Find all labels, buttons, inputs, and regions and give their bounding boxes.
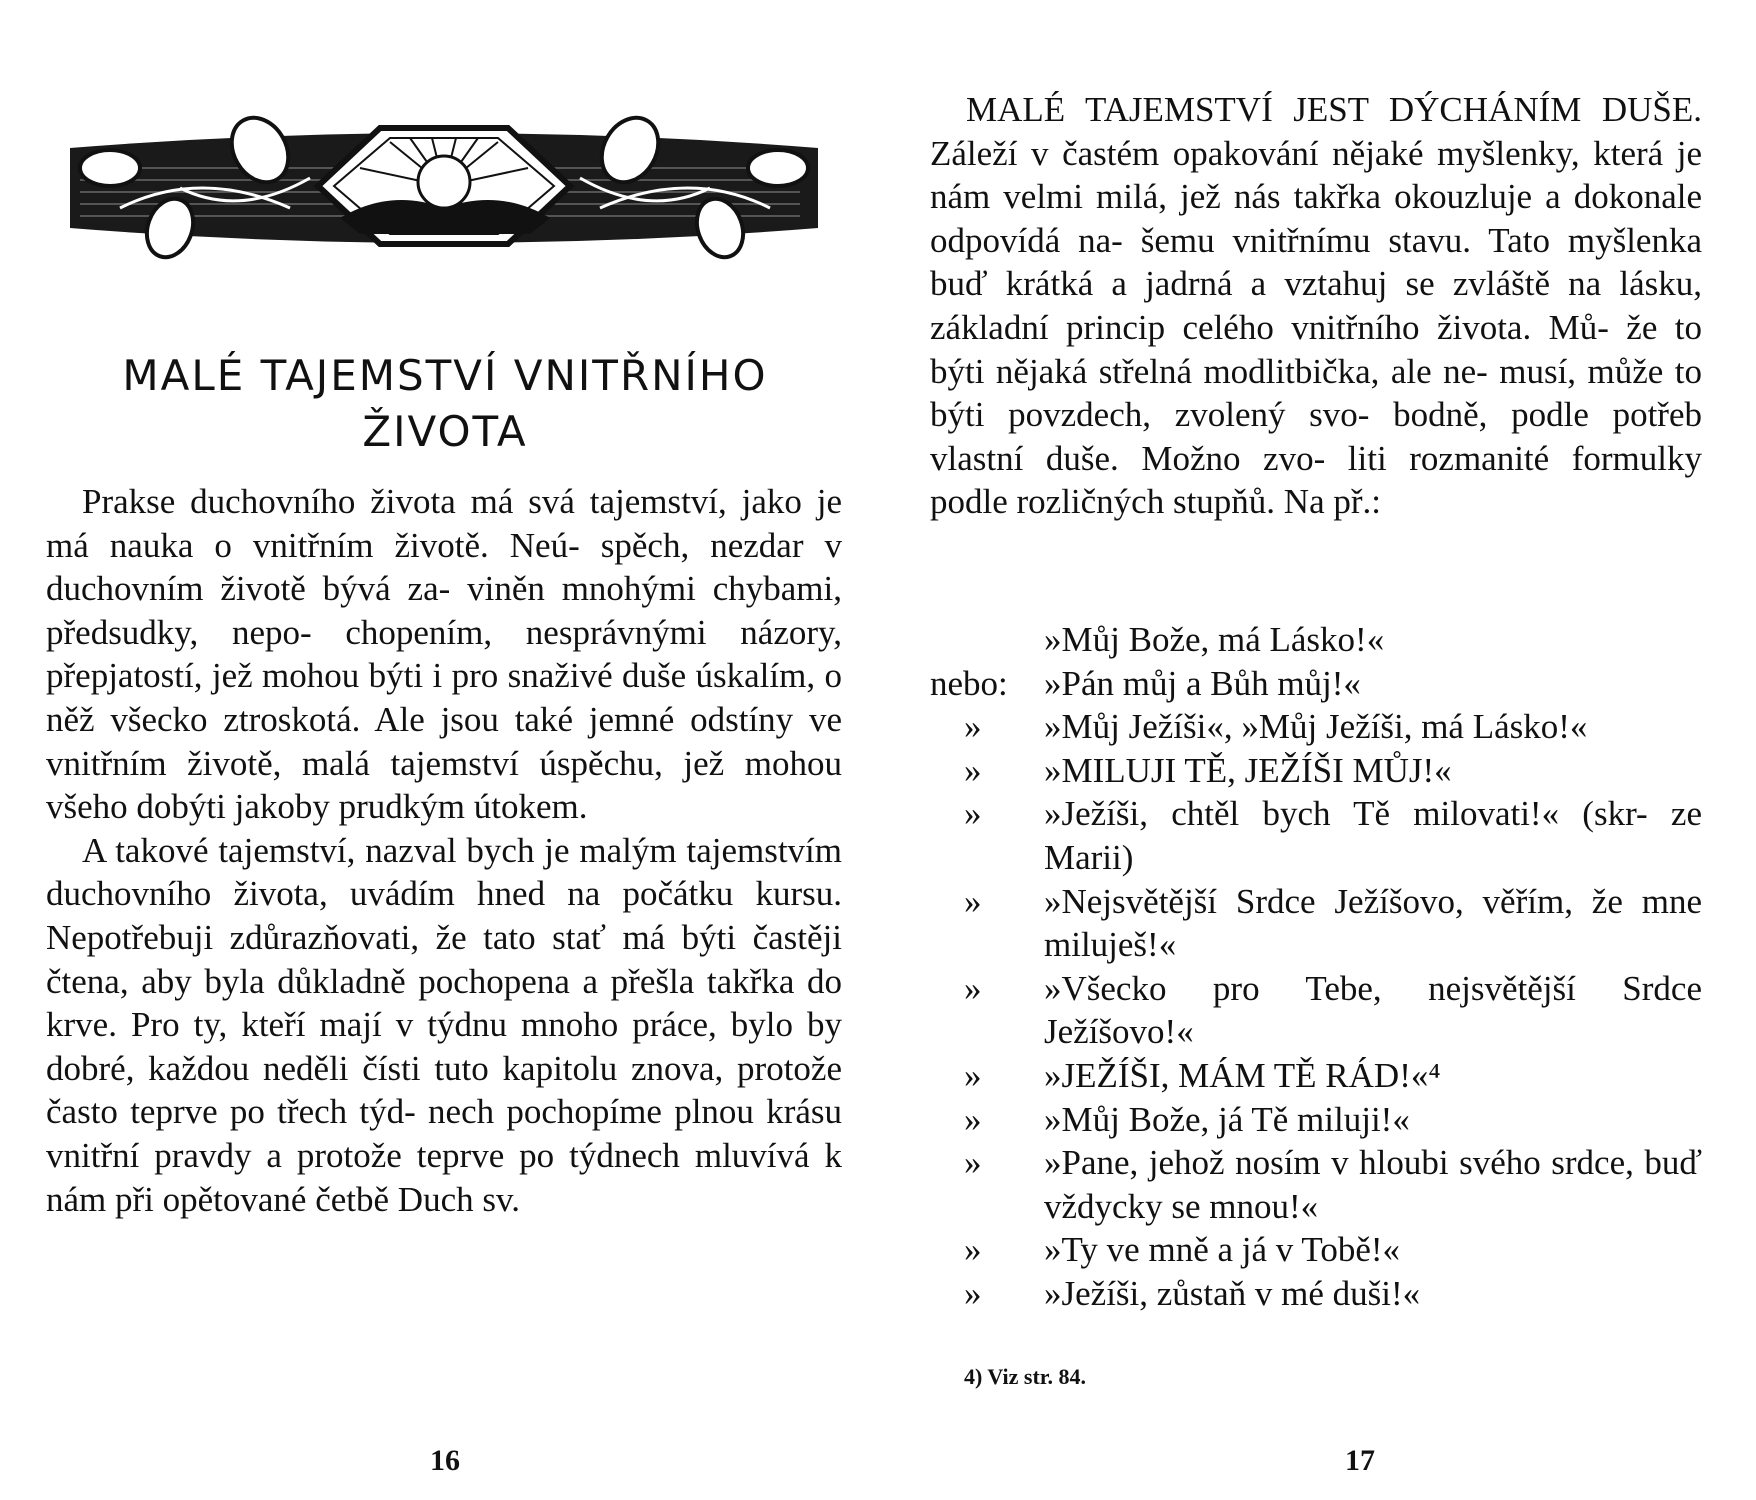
prayer-marker: » [964,1099,982,1139]
list-item [930,880,1702,967]
footnote: 4) Viz str. 84. [964,1364,1087,1389]
paragraph: MALÉ TAJEMSTVÍ JEST DÝCHÁNÍM DUŠE. Záleží v častém opakování nějaké myšlenky, která je nám velmi milá, jež nás takřka okouzluje a dokonale odpovídá na- šemu vnitřnímu stavu. Tato myšlenka buď krátká a jadrná a vztahuj se zvláště na lásku, základní princip celého vnitřního života. Mů- že to býti nějaká střelná modlitbička, ale ne- musí, může to býti povzdech, zvolený svo- bodně, podle potřeb vlastní duše. Možno zvo- liti rozmanité formulky podle rozličných stupňů. Na př.: [930,90,1702,522]
prayer-marker: » [964,1055,982,1095]
list-item [930,749,1702,793]
prayer-text: »Můj Ježíši«, »Můj Ježíši, má Lásko!« [1044,707,1588,747]
prayer-text: »Ty ve mně a já v Tobě!« [1044,1230,1401,1270]
right-page [878,0,1756,1500]
prayer-marker: » [964,794,982,834]
list-item [930,1054,1702,1098]
prayer-marker: » [964,881,982,921]
prayer-text: »Pán můj a Bůh můj!« [1044,663,1361,703]
list-item [930,705,1702,749]
list-item [930,1272,1702,1316]
sunrise-tulip-ornament-icon [60,108,828,264]
prayer-text: »Můj Bože, má Lásko!« [1044,620,1385,659]
prayer-text: »JEŽÍŠI, MÁM TĚ RÁD!«⁴ [1044,1055,1441,1095]
paragraph: Prakse duchovního života má svá tajemství, jako je má nauka o vnitřním životě. Neú- spěch, nezdar v duchovním životě bývá za- viněn mnohými chybami, předsudky, nepo- chopením, nesprávnými názory, přepjatostí, jež mohou býti i pro snaživé duše úskalím, o něž všecko ztroskotá. Ale jsou také jemné odstíny ve vnitřním životě, malá tajemství úspěchu, jež mohou všeho dobýti jakoby prudkým útokem. [46,482,842,827]
prayer-text: »Pane, jehož nosím v hloubi svého srdce, buď vždycky se mnou!« [1044,1143,1702,1226]
prayer-marker: » [964,707,982,747]
prayer-marker: » [964,750,982,790]
prayer-text: »Ježíši, chtěl bych Tě milovati!« (skr- ze Marii) [1044,794,1702,877]
list-item [930,1228,1702,1272]
prayer-text: »MILUJI TĚ, JEŽÍŠI MŮJ!« [1044,750,1452,790]
prayer-list [930,618,1702,1316]
list-item [930,1141,1702,1228]
right-page-body [930,88,1702,524]
page-number: 17 [1345,1444,1375,1477]
list-item [930,1098,1702,1142]
prayer-marker: » [964,968,982,1008]
list-item [930,792,1702,879]
prayer-marker: » [964,1143,982,1183]
prayer-marker: » [964,1230,982,1270]
paragraph: A takové tajemství, nazval bych je malým tajemstvím duchovního života, uvádím hned na počátku kursu. Nepotřebuji zdůrazňovati, že tato stať má býti častěji čtena, aby byla důkladně pochopena a přešla takřka do krve. Pro ty, kteří mají v týdnu mnoho práce, bylo by dobré, každou neděli čísti tuto kapitolu znova, protože často teprve po třech týd- nech pochopíme plnou krásu vnitřní pravdy a protože teprve po týdnech mluvívá k nám při opětované četbě Duch sv. [46,830,842,1219]
chapter-title: MALÉ TAJEMSTVÍ VNITŘNÍHO ŽIVOTA [122,351,768,456]
list-item [930,967,1702,1054]
prayer-text: »Všecko pro Tebe, nejsvětější Srdce Ježíšovo!« [1044,968,1702,1052]
list-item [930,618,1702,662]
prayer-text: »Ježíši, zůstaň v mé duši!« [1044,1273,1421,1313]
prayer-text: »Můj Bože, já Tě miluji!« [1044,1099,1410,1139]
list-item [930,662,1702,706]
page-number: 16 [430,1444,460,1477]
prayer-text: »Nejsvětější Srdce Ježíšovo, věřím, že mne miluješ!« [1044,881,1702,965]
prayer-marker: » [964,1273,982,1313]
left-page-body [46,480,842,1221]
prayer-marker: nebo: [930,663,1008,703]
